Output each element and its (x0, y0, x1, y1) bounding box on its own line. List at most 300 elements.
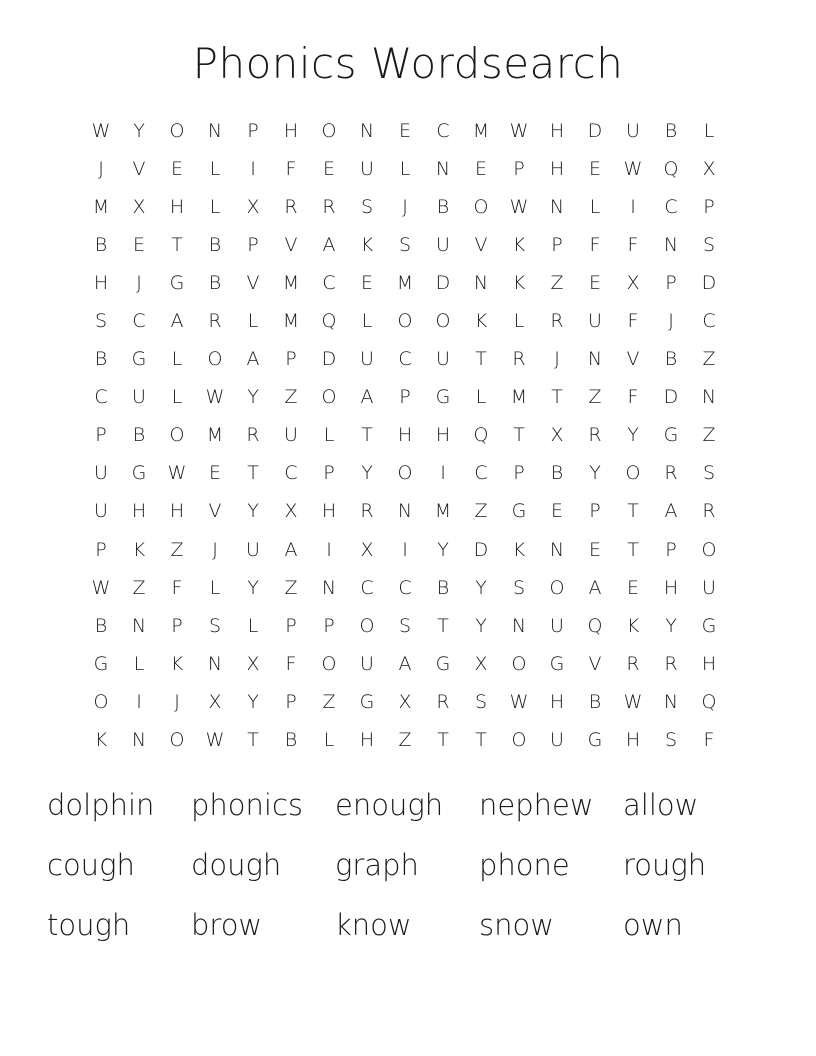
grid-letter: C (702, 310, 716, 333)
grid-letter: A (246, 348, 260, 371)
grid-letter: F (627, 310, 639, 333)
grid-letter: T (247, 729, 259, 752)
grid-letter: U (436, 348, 450, 371)
grid-letter: J (136, 271, 142, 294)
grid-letter: M (396, 271, 414, 294)
grid-letter: P (589, 500, 601, 523)
grid-letter: L (399, 157, 411, 180)
grid-letter: W (509, 195, 529, 218)
grid-letter: S (208, 614, 222, 637)
grid-letter: W (205, 386, 225, 409)
grid-letter: P (513, 462, 525, 485)
grid-letter: O (473, 195, 489, 218)
grid-letter: K (474, 310, 488, 333)
grid-letter: X (550, 424, 564, 447)
grid-letter: G (359, 690, 375, 713)
grid-letter: G (131, 348, 147, 371)
grid-letter: G (587, 729, 603, 752)
grid-letter: L (209, 576, 221, 599)
grid-letter: E (208, 462, 221, 485)
grid-letter: B (94, 233, 108, 256)
grid-letter: V (284, 233, 298, 256)
grid-letter: Q (473, 424, 489, 447)
grid-letter: E (322, 157, 335, 180)
grid-letter: N (549, 195, 565, 218)
grid-letter: W (91, 576, 111, 599)
word-list-item: phonics (191, 788, 304, 822)
grid-letter: X (360, 538, 374, 561)
grid-letter: B (588, 690, 602, 713)
grid-letter: O (321, 119, 337, 142)
grid-letter: L (247, 310, 259, 333)
word-list-item: nephew (479, 788, 594, 822)
grid-letter: E (626, 576, 639, 599)
grid-letter: A (170, 310, 184, 333)
grid-letter: Z (474, 500, 488, 523)
grid-letter: S (512, 576, 526, 599)
grid-letter: O (511, 652, 527, 675)
grid-letter: P (247, 119, 259, 142)
grid-letter: D (435, 271, 451, 294)
grid-letter: O (321, 652, 337, 675)
grid-letter: H (435, 424, 451, 447)
grid-letter: T (361, 424, 373, 447)
grid-letter: Z (588, 386, 602, 409)
grid-letter: Y (361, 462, 373, 485)
grid-letter: R (550, 310, 564, 333)
grid-letter: M (92, 195, 110, 218)
grid-letter: T (437, 729, 449, 752)
grid-letter: P (171, 614, 183, 637)
grid-letter: I (250, 157, 256, 180)
grid-letter: Y (437, 538, 449, 561)
grid-letter: C (322, 271, 336, 294)
grid-letter: R (208, 310, 222, 333)
grid-letter: N (663, 690, 679, 713)
word-list-item: allow (623, 788, 699, 822)
grid-letter: O (397, 462, 413, 485)
grid-letter: E (588, 538, 601, 561)
grid-letter: X (246, 195, 260, 218)
grid-letter: N (397, 500, 413, 523)
grid-letter: W (91, 119, 111, 142)
grid-letter: X (626, 271, 640, 294)
grid-letter: N (549, 538, 565, 561)
grid-letter: O (169, 424, 185, 447)
word-list-item: phone (479, 848, 570, 882)
grid-letter: U (132, 386, 146, 409)
grid-letter: U (702, 576, 716, 599)
grid-letter: R (284, 195, 298, 218)
grid-letter: M (434, 500, 452, 523)
grid-letter: N (207, 119, 223, 142)
grid-letter: V (132, 157, 146, 180)
grid-letter: L (589, 195, 601, 218)
grid-letter: Z (398, 729, 412, 752)
grid-letter: W (509, 690, 529, 713)
grid-letter: P (665, 538, 677, 561)
grid-letter: K (512, 538, 526, 561)
grid-letter: K (94, 729, 108, 752)
grid-letter: N (359, 119, 375, 142)
grid-letter: O (169, 119, 185, 142)
grid-letter: N (321, 576, 337, 599)
grid-letter: R (322, 195, 336, 218)
grid-letter: I (326, 538, 332, 561)
grid-letter: Y (247, 386, 259, 409)
grid-letter: F (285, 652, 297, 675)
grid-letter: K (512, 271, 526, 294)
grid-letter: S (702, 233, 716, 256)
grid-letter: M (510, 386, 528, 409)
grid-letter: X (208, 690, 222, 713)
grid-letter: U (626, 119, 640, 142)
grid-letter: O (549, 576, 565, 599)
grid-letter: D (587, 119, 603, 142)
grid-letter: B (208, 271, 222, 294)
grid-letter: Y (247, 690, 259, 713)
grid-letter: G (169, 271, 185, 294)
grid-letter: P (285, 348, 297, 371)
grid-letter: L (209, 195, 221, 218)
grid-letter: J (98, 157, 104, 180)
grid-letter: U (360, 652, 374, 675)
grid-letter: Y (589, 462, 601, 485)
word-list (47, 783, 767, 963)
grid-letter: S (702, 462, 716, 485)
grid-letter: F (589, 233, 601, 256)
grid-letter: F (171, 576, 183, 599)
grid-letter: S (664, 729, 678, 752)
word-list-item: own (623, 908, 683, 942)
grid-letter: S (398, 614, 412, 637)
grid-letter: H (549, 157, 565, 180)
word-list-item: cough (47, 848, 135, 882)
word-list-item: tough (47, 908, 131, 942)
grid-letter: L (475, 386, 487, 409)
grid-letter: M (282, 271, 300, 294)
grid-letter: R (246, 424, 260, 447)
grid-letter: J (212, 538, 218, 561)
grid-letter: U (550, 614, 564, 637)
grid-letter: M (206, 424, 224, 447)
grid-letter: B (436, 576, 450, 599)
grid-letter: O (511, 729, 527, 752)
grid-letter: J (668, 310, 674, 333)
grid-letter: E (170, 157, 183, 180)
word-list-item: brow (191, 908, 263, 942)
grid-letter: K (360, 233, 374, 256)
grid-letter: B (94, 348, 108, 371)
grid-letter: H (701, 652, 717, 675)
grid-letter: U (94, 462, 108, 485)
grid-letter: L (209, 157, 221, 180)
grid-letter: N (131, 729, 147, 752)
grid-letter: V (588, 652, 602, 675)
grid-letter: H (359, 729, 375, 752)
grid-letter: Z (284, 576, 298, 599)
grid-letter: I (630, 195, 636, 218)
grid-letter: U (436, 233, 450, 256)
grid-letter: P (95, 424, 107, 447)
grid-letter: S (94, 310, 108, 333)
word-list-item: rough (623, 848, 707, 882)
grid-letter: O (93, 690, 109, 713)
grid-letter: N (663, 233, 679, 256)
grid-letter: E (132, 233, 145, 256)
grid-letter: L (247, 614, 259, 637)
grid-letter: E (588, 271, 601, 294)
grid-letter: H (93, 271, 109, 294)
grid-letter: M (282, 310, 300, 333)
page-title: Phonics Wordsearch (192, 39, 624, 88)
grid-letter: P (323, 614, 335, 637)
grid-letter: F (285, 157, 297, 180)
grid-letter: S (398, 233, 412, 256)
grid-letter: C (360, 576, 374, 599)
grid-letter: D (701, 271, 717, 294)
grid-letter: L (513, 310, 525, 333)
grid-letter: H (549, 119, 565, 142)
grid-letter: C (398, 348, 412, 371)
grid-letter: V (626, 348, 640, 371)
grid-letter: T (171, 233, 183, 256)
grid-letter: O (701, 538, 717, 561)
grid-letter: P (551, 233, 563, 256)
grid-letter: Z (550, 271, 564, 294)
grid-letter: D (473, 538, 489, 561)
grid-letter: U (246, 538, 260, 561)
grid-letter: K (512, 233, 526, 256)
grid-letter: L (171, 348, 183, 371)
grid-letter: G (93, 652, 109, 675)
grid-letter: T (475, 348, 487, 371)
grid-letter: P (665, 271, 677, 294)
grid-letter: Z (702, 348, 716, 371)
grid-letter: J (174, 690, 180, 713)
grid-letter: T (551, 386, 563, 409)
grid-letter: L (323, 729, 335, 752)
grid-letter: T (475, 729, 487, 752)
grid-letter: R (512, 348, 526, 371)
grid-letter: Q (587, 614, 603, 637)
grid-letter: Q (663, 157, 679, 180)
grid-letter: R (664, 652, 678, 675)
grid-letter: P (285, 614, 297, 637)
grid-letter: N (587, 348, 603, 371)
word-list-item: enough (335, 788, 444, 822)
grid-letter: B (94, 614, 108, 637)
grid-letter: H (169, 500, 185, 523)
word-list-item: dolphin (47, 788, 155, 822)
grid-letter: X (246, 652, 260, 675)
grid-letter: Y (665, 614, 677, 637)
grid-letter: L (171, 386, 183, 409)
grid-letter: N (511, 614, 527, 637)
grid-letter: C (94, 386, 108, 409)
grid-letter: G (663, 424, 679, 447)
grid-letter: Y (475, 576, 487, 599)
grid-letter: O (169, 729, 185, 752)
grid-letter: N (207, 652, 223, 675)
grid-letter: F (627, 233, 639, 256)
grid-letter: O (435, 310, 451, 333)
grid-letter: E (398, 119, 411, 142)
grid-letter: U (360, 348, 374, 371)
grid-letter: D (321, 348, 337, 371)
grid-letter: D (663, 386, 679, 409)
grid-letter: P (247, 233, 259, 256)
grid-letter: L (361, 310, 373, 333)
grid-letter: B (550, 462, 564, 485)
letter-grid (82, 112, 728, 760)
grid-letter: O (359, 614, 375, 637)
grid-letter: V (474, 233, 488, 256)
grid-letter: G (435, 652, 451, 675)
word-list-item: graph (335, 848, 419, 882)
grid-letter: G (511, 500, 527, 523)
grid-letter: Y (247, 576, 259, 599)
grid-letter: T (627, 500, 639, 523)
grid-letter: S (360, 195, 374, 218)
grid-letter: G (131, 462, 147, 485)
grid-letter: R (436, 690, 450, 713)
grid-letter: I (440, 462, 446, 485)
grid-letter: H (321, 500, 337, 523)
grid-letter: O (321, 386, 337, 409)
grid-letter: X (474, 652, 488, 675)
grid-letter: Y (475, 614, 487, 637)
grid-letter: E (588, 157, 601, 180)
grid-letter: H (131, 500, 147, 523)
grid-letter: W (509, 119, 529, 142)
grid-letter: C (284, 462, 298, 485)
grid-letter: O (207, 348, 223, 371)
grid-letter: Y (133, 119, 145, 142)
grid-letter: N (131, 614, 147, 637)
grid-letter: H (549, 690, 565, 713)
grid-letter: A (322, 233, 336, 256)
grid-letter: B (284, 729, 298, 752)
grid-letter: G (549, 652, 565, 675)
grid-letter: E (550, 500, 563, 523)
grid-letter: R (702, 500, 716, 523)
grid-letter: R (360, 500, 374, 523)
word-list-item: snow (479, 908, 554, 942)
grid-letter: B (436, 195, 450, 218)
grid-letter: V (246, 271, 260, 294)
grid-letter: B (132, 424, 146, 447)
grid-letter: N (701, 386, 717, 409)
grid-letter: H (663, 576, 679, 599)
grid-letter: A (664, 500, 678, 523)
grid-letter: F (627, 386, 639, 409)
grid-letter: B (664, 348, 678, 371)
grid-letter: W (205, 729, 225, 752)
grid-letter: I (402, 538, 408, 561)
grid-letter: C (664, 195, 678, 218)
grid-letter: T (513, 424, 525, 447)
grid-letter: C (132, 310, 146, 333)
grid-letter: R (626, 652, 640, 675)
grid-letter: H (397, 424, 413, 447)
grid-letter: Z (702, 424, 716, 447)
grid-letter: N (435, 157, 451, 180)
grid-letter: A (588, 576, 602, 599)
grid-letter: U (550, 729, 564, 752)
grid-letter: C (398, 576, 412, 599)
grid-letter: L (133, 652, 145, 675)
grid-letter: Y (627, 424, 639, 447)
grid-letter: G (701, 614, 717, 637)
word-list-item: know (335, 908, 412, 942)
grid-letter: P (285, 690, 297, 713)
grid-letter: J (554, 348, 560, 371)
grid-letter: O (625, 462, 641, 485)
grid-letter: L (323, 424, 335, 447)
grid-letter: X (132, 195, 146, 218)
grid-letter: X (398, 690, 412, 713)
grid-letter: G (435, 386, 451, 409)
grid-letter: I (136, 690, 142, 713)
grid-letter: R (588, 424, 602, 447)
grid-letter: H (169, 195, 185, 218)
word-list-item: dough (191, 848, 282, 882)
grid-letter: V (208, 500, 222, 523)
grid-letter: B (664, 119, 678, 142)
grid-letter: U (360, 157, 374, 180)
grid-letter: X (702, 157, 716, 180)
grid-letter: T (247, 462, 259, 485)
grid-letter: U (94, 500, 108, 523)
grid-letter: A (360, 386, 374, 409)
grid-letter: O (397, 310, 413, 333)
grid-letter: Q (701, 690, 717, 713)
grid-letter: W (167, 462, 187, 485)
grid-letter: A (398, 652, 412, 675)
grid-letter: Y (247, 500, 259, 523)
grid-letter: K (170, 652, 184, 675)
grid-letter: Z (284, 386, 298, 409)
grid-letter: M (472, 119, 490, 142)
grid-letter: X (284, 500, 298, 523)
grid-letter: C (436, 119, 450, 142)
grid-letter: T (627, 538, 639, 561)
grid-letter: U (284, 424, 298, 447)
grid-letter: L (703, 119, 715, 142)
grid-letter: Z (132, 576, 146, 599)
grid-letter: A (284, 538, 298, 561)
grid-letter: P (399, 386, 411, 409)
grid-letter: U (588, 310, 602, 333)
grid-letter: K (626, 614, 640, 637)
grid-letter: C (474, 462, 488, 485)
grid-letter: F (703, 729, 715, 752)
grid-letter: P (513, 157, 525, 180)
grid-letter: N (473, 271, 489, 294)
grid-letter: P (323, 462, 335, 485)
grid-letter: B (208, 233, 222, 256)
grid-letter: Z (322, 690, 336, 713)
grid-letter: T (437, 614, 449, 637)
grid-letter: E (360, 271, 373, 294)
grid-letter: S (474, 690, 488, 713)
grid-letter: P (703, 195, 715, 218)
grid-letter: H (283, 119, 299, 142)
grid-letter: Z (170, 538, 184, 561)
grid-letter: Q (321, 310, 337, 333)
grid-letter: W (623, 690, 643, 713)
